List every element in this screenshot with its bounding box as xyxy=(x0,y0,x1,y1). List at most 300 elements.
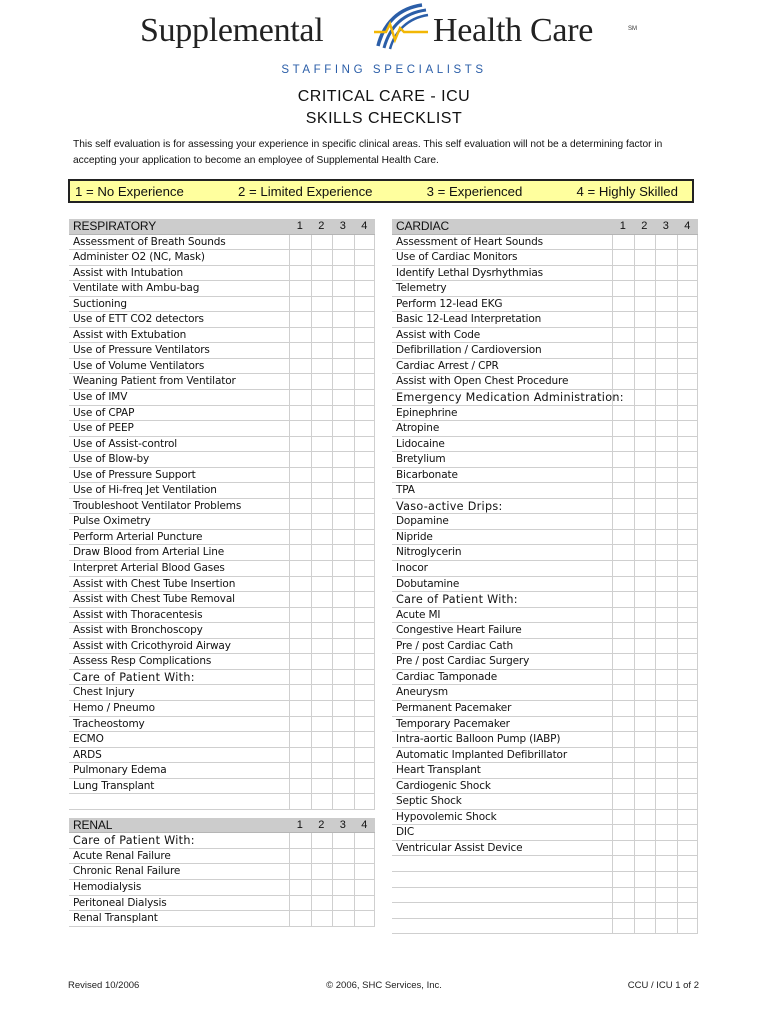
rating-cell-1[interactable] xyxy=(612,639,634,654)
rating-cell-1[interactable] xyxy=(612,359,634,374)
rating-cell-2[interactable] xyxy=(311,717,333,732)
rating-cell-4[interactable] xyxy=(677,685,699,700)
rating-cell-2[interactable] xyxy=(311,390,333,405)
rating-cell-3[interactable] xyxy=(655,499,677,514)
rating-cell-3[interactable] xyxy=(655,312,677,327)
rating-cell-4[interactable] xyxy=(354,833,376,848)
rating-cell-2[interactable] xyxy=(311,359,333,374)
rating-cell-1[interactable] xyxy=(612,903,634,918)
rating-cell-1[interactable] xyxy=(289,468,311,483)
rating-cell-3[interactable] xyxy=(332,266,354,281)
rating-cell-1[interactable] xyxy=(612,685,634,700)
rating-cell-3[interactable] xyxy=(332,483,354,498)
rating-cell-2[interactable] xyxy=(634,592,656,607)
rating-cell-1[interactable] xyxy=(289,390,311,405)
rating-cell-2[interactable] xyxy=(634,374,656,389)
rating-cell-4[interactable] xyxy=(354,406,376,421)
rating-cell-4[interactable] xyxy=(677,670,699,685)
rating-cell-3[interactable] xyxy=(655,701,677,716)
rating-cell-4[interactable] xyxy=(677,312,699,327)
rating-cell-4[interactable] xyxy=(677,810,699,825)
rating-cell-4[interactable] xyxy=(677,794,699,809)
rating-cell-4[interactable] xyxy=(677,266,699,281)
rating-cell-4[interactable] xyxy=(354,849,376,864)
rating-cell-1[interactable] xyxy=(289,763,311,778)
rating-cell-2[interactable] xyxy=(311,266,333,281)
rating-cell-3[interactable] xyxy=(332,499,354,514)
rating-cell-4[interactable] xyxy=(354,530,376,545)
rating-cell-4[interactable] xyxy=(354,343,376,358)
rating-cell-3[interactable] xyxy=(332,701,354,716)
rating-cell-2[interactable] xyxy=(634,483,656,498)
rating-cell-4[interactable] xyxy=(677,343,699,358)
rating-cell-2[interactable] xyxy=(634,468,656,483)
rating-cell-3[interactable] xyxy=(332,297,354,312)
rating-cell-3[interactable] xyxy=(655,561,677,576)
rating-cell-1[interactable] xyxy=(289,235,311,250)
rating-cell-1[interactable] xyxy=(289,343,311,358)
rating-cell-2[interactable] xyxy=(634,701,656,716)
rating-cell-4[interactable] xyxy=(354,670,376,685)
rating-cell-2[interactable] xyxy=(311,483,333,498)
rating-cell-3[interactable] xyxy=(332,530,354,545)
rating-cell-1[interactable] xyxy=(289,654,311,669)
rating-cell-3[interactable] xyxy=(332,592,354,607)
rating-cell-1[interactable] xyxy=(289,779,311,794)
rating-cell-1[interactable] xyxy=(612,452,634,467)
rating-cell-4[interactable] xyxy=(677,545,699,560)
rating-cell-4[interactable] xyxy=(354,561,376,576)
rating-cell-2[interactable] xyxy=(311,639,333,654)
rating-cell-1[interactable] xyxy=(612,390,634,405)
rating-cell-4[interactable] xyxy=(354,359,376,374)
rating-cell-3[interactable] xyxy=(332,833,354,848)
rating-cell-3[interactable] xyxy=(332,779,354,794)
rating-cell-3[interactable] xyxy=(332,514,354,529)
rating-cell-3[interactable] xyxy=(655,250,677,265)
rating-cell-2[interactable] xyxy=(634,297,656,312)
rating-cell-4[interactable] xyxy=(677,328,699,343)
rating-cell-2[interactable] xyxy=(311,654,333,669)
rating-cell-4[interactable] xyxy=(677,856,699,871)
rating-cell-1[interactable] xyxy=(612,825,634,840)
rating-cell-2[interactable] xyxy=(634,732,656,747)
rating-cell-2[interactable] xyxy=(634,452,656,467)
rating-cell-3[interactable] xyxy=(655,810,677,825)
rating-cell-1[interactable] xyxy=(289,514,311,529)
rating-cell-4[interactable] xyxy=(354,685,376,700)
rating-cell-3[interactable] xyxy=(655,545,677,560)
rating-cell-2[interactable] xyxy=(311,685,333,700)
rating-cell-4[interactable] xyxy=(354,452,376,467)
rating-cell-1[interactable] xyxy=(289,437,311,452)
rating-cell-2[interactable] xyxy=(634,281,656,296)
rating-cell-3[interactable] xyxy=(332,577,354,592)
rating-cell-4[interactable] xyxy=(354,483,376,498)
rating-cell-2[interactable] xyxy=(634,577,656,592)
rating-cell-4[interactable] xyxy=(354,437,376,452)
rating-cell-4[interactable] xyxy=(677,468,699,483)
rating-cell-1[interactable] xyxy=(612,779,634,794)
rating-cell-3[interactable] xyxy=(655,374,677,389)
rating-cell-2[interactable] xyxy=(311,833,333,848)
rating-cell-1[interactable] xyxy=(612,654,634,669)
rating-cell-4[interactable] xyxy=(677,561,699,576)
rating-cell-4[interactable] xyxy=(354,592,376,607)
rating-cell-3[interactable] xyxy=(332,468,354,483)
rating-cell-1[interactable] xyxy=(612,483,634,498)
rating-cell-4[interactable] xyxy=(677,483,699,498)
rating-cell-3[interactable] xyxy=(655,717,677,732)
rating-cell-4[interactable] xyxy=(677,250,699,265)
rating-cell-3[interactable] xyxy=(655,841,677,856)
rating-cell-2[interactable] xyxy=(311,577,333,592)
rating-cell-2[interactable] xyxy=(311,437,333,452)
rating-cell-4[interactable] xyxy=(354,608,376,623)
rating-cell-2[interactable] xyxy=(311,701,333,716)
rating-cell-3[interactable] xyxy=(332,748,354,763)
rating-cell-4[interactable] xyxy=(354,701,376,716)
rating-cell-3[interactable] xyxy=(332,896,354,911)
rating-cell-1[interactable] xyxy=(612,250,634,265)
rating-cell-1[interactable] xyxy=(612,530,634,545)
rating-cell-3[interactable] xyxy=(332,421,354,436)
rating-cell-3[interactable] xyxy=(332,374,354,389)
rating-cell-1[interactable] xyxy=(289,896,311,911)
rating-cell-1[interactable] xyxy=(612,235,634,250)
rating-cell-2[interactable] xyxy=(634,748,656,763)
rating-cell-4[interactable] xyxy=(354,896,376,911)
rating-cell-1[interactable] xyxy=(612,577,634,592)
rating-cell-1[interactable] xyxy=(289,833,311,848)
rating-cell-3[interactable] xyxy=(332,390,354,405)
rating-cell-3[interactable] xyxy=(655,608,677,623)
rating-cell-3[interactable] xyxy=(655,794,677,809)
rating-cell-2[interactable] xyxy=(311,779,333,794)
rating-cell-3[interactable] xyxy=(332,732,354,747)
rating-cell-1[interactable] xyxy=(612,468,634,483)
rating-cell-1[interactable] xyxy=(289,406,311,421)
rating-cell-4[interactable] xyxy=(354,911,376,926)
rating-cell-3[interactable] xyxy=(655,530,677,545)
rating-cell-1[interactable] xyxy=(612,297,634,312)
rating-cell-3[interactable] xyxy=(332,849,354,864)
rating-cell-1[interactable] xyxy=(289,911,311,926)
rating-cell-3[interactable] xyxy=(655,437,677,452)
rating-cell-3[interactable] xyxy=(655,779,677,794)
rating-cell-1[interactable] xyxy=(289,717,311,732)
rating-cell-4[interactable] xyxy=(677,390,699,405)
rating-cell-1[interactable] xyxy=(612,312,634,327)
rating-cell-3[interactable] xyxy=(332,717,354,732)
rating-cell-1[interactable] xyxy=(289,530,311,545)
rating-cell-2[interactable] xyxy=(311,499,333,514)
rating-cell-3[interactable] xyxy=(655,390,677,405)
rating-cell-4[interactable] xyxy=(677,732,699,747)
rating-cell-1[interactable] xyxy=(612,888,634,903)
rating-cell-2[interactable] xyxy=(634,530,656,545)
rating-cell-3[interactable] xyxy=(332,561,354,576)
rating-cell-4[interactable] xyxy=(354,577,376,592)
rating-cell-2[interactable] xyxy=(311,545,333,560)
rating-cell-2[interactable] xyxy=(311,623,333,638)
rating-cell-1[interactable] xyxy=(289,794,311,809)
rating-cell-2[interactable] xyxy=(311,748,333,763)
rating-cell-2[interactable] xyxy=(634,639,656,654)
rating-cell-4[interactable] xyxy=(677,623,699,638)
rating-cell-1[interactable] xyxy=(289,639,311,654)
rating-cell-2[interactable] xyxy=(634,903,656,918)
rating-cell-4[interactable] xyxy=(354,297,376,312)
rating-cell-3[interactable] xyxy=(332,763,354,778)
rating-cell-3[interactable] xyxy=(332,452,354,467)
rating-cell-1[interactable] xyxy=(289,421,311,436)
rating-cell-4[interactable] xyxy=(677,608,699,623)
rating-cell-4[interactable] xyxy=(677,514,699,529)
rating-cell-1[interactable] xyxy=(612,545,634,560)
rating-cell-2[interactable] xyxy=(634,359,656,374)
rating-cell-2[interactable] xyxy=(311,406,333,421)
rating-cell-1[interactable] xyxy=(612,421,634,436)
rating-cell-1[interactable] xyxy=(612,592,634,607)
rating-cell-2[interactable] xyxy=(634,312,656,327)
rating-cell-4[interactable] xyxy=(677,437,699,452)
rating-cell-2[interactable] xyxy=(634,670,656,685)
rating-cell-2[interactable] xyxy=(634,499,656,514)
rating-cell-2[interactable] xyxy=(634,545,656,560)
rating-cell-4[interactable] xyxy=(677,530,699,545)
rating-cell-2[interactable] xyxy=(311,250,333,265)
rating-cell-2[interactable] xyxy=(634,390,656,405)
rating-cell-2[interactable] xyxy=(311,911,333,926)
rating-cell-1[interactable] xyxy=(289,880,311,895)
rating-cell-2[interactable] xyxy=(311,514,333,529)
rating-cell-1[interactable] xyxy=(289,545,311,560)
rating-cell-1[interactable] xyxy=(289,864,311,879)
rating-cell-1[interactable] xyxy=(612,266,634,281)
rating-cell-3[interactable] xyxy=(655,639,677,654)
rating-cell-1[interactable] xyxy=(612,281,634,296)
rating-cell-2[interactable] xyxy=(311,297,333,312)
rating-cell-3[interactable] xyxy=(655,452,677,467)
rating-cell-3[interactable] xyxy=(655,623,677,638)
rating-cell-1[interactable] xyxy=(289,266,311,281)
rating-cell-1[interactable] xyxy=(289,297,311,312)
rating-cell-3[interactable] xyxy=(655,763,677,778)
rating-cell-3[interactable] xyxy=(332,250,354,265)
rating-cell-2[interactable] xyxy=(634,328,656,343)
rating-cell-2[interactable] xyxy=(311,794,333,809)
rating-cell-1[interactable] xyxy=(612,343,634,358)
rating-cell-4[interactable] xyxy=(354,374,376,389)
rating-cell-3[interactable] xyxy=(332,794,354,809)
rating-cell-1[interactable] xyxy=(612,919,634,934)
rating-cell-3[interactable] xyxy=(655,297,677,312)
rating-cell-1[interactable] xyxy=(289,561,311,576)
rating-cell-1[interactable] xyxy=(612,608,634,623)
rating-cell-4[interactable] xyxy=(677,235,699,250)
rating-cell-4[interactable] xyxy=(354,390,376,405)
rating-cell-1[interactable] xyxy=(612,406,634,421)
rating-cell-3[interactable] xyxy=(655,670,677,685)
rating-cell-4[interactable] xyxy=(354,421,376,436)
rating-cell-4[interactable] xyxy=(677,577,699,592)
rating-cell-3[interactable] xyxy=(332,235,354,250)
rating-cell-4[interactable] xyxy=(354,281,376,296)
rating-cell-2[interactable] xyxy=(311,281,333,296)
rating-cell-2[interactable] xyxy=(634,421,656,436)
rating-cell-3[interactable] xyxy=(332,343,354,358)
rating-cell-1[interactable] xyxy=(289,577,311,592)
rating-cell-1[interactable] xyxy=(612,872,634,887)
rating-cell-3[interactable] xyxy=(655,685,677,700)
rating-cell-4[interactable] xyxy=(354,639,376,654)
rating-cell-4[interactable] xyxy=(677,592,699,607)
rating-cell-3[interactable] xyxy=(655,359,677,374)
rating-cell-3[interactable] xyxy=(655,343,677,358)
rating-cell-3[interactable] xyxy=(332,911,354,926)
rating-cell-2[interactable] xyxy=(311,452,333,467)
rating-cell-4[interactable] xyxy=(677,888,699,903)
rating-cell-4[interactable] xyxy=(677,297,699,312)
rating-cell-2[interactable] xyxy=(311,670,333,685)
rating-cell-2[interactable] xyxy=(311,880,333,895)
rating-cell-4[interactable] xyxy=(354,250,376,265)
rating-cell-2[interactable] xyxy=(634,856,656,871)
rating-cell-2[interactable] xyxy=(634,514,656,529)
rating-cell-4[interactable] xyxy=(677,421,699,436)
rating-cell-2[interactable] xyxy=(634,763,656,778)
rating-cell-3[interactable] xyxy=(332,359,354,374)
rating-cell-2[interactable] xyxy=(634,561,656,576)
rating-cell-1[interactable] xyxy=(289,452,311,467)
rating-cell-4[interactable] xyxy=(354,235,376,250)
rating-cell-3[interactable] xyxy=(655,266,677,281)
rating-cell-1[interactable] xyxy=(289,849,311,864)
rating-cell-4[interactable] xyxy=(354,266,376,281)
rating-cell-2[interactable] xyxy=(311,849,333,864)
rating-cell-1[interactable] xyxy=(289,608,311,623)
rating-cell-1[interactable] xyxy=(289,748,311,763)
rating-cell-1[interactable] xyxy=(289,374,311,389)
rating-cell-1[interactable] xyxy=(612,374,634,389)
rating-cell-4[interactable] xyxy=(677,779,699,794)
rating-cell-1[interactable] xyxy=(289,499,311,514)
rating-cell-1[interactable] xyxy=(289,732,311,747)
rating-cell-3[interactable] xyxy=(332,864,354,879)
rating-cell-3[interactable] xyxy=(655,825,677,840)
rating-cell-2[interactable] xyxy=(311,896,333,911)
rating-cell-4[interactable] xyxy=(677,701,699,716)
rating-cell-2[interactable] xyxy=(634,437,656,452)
rating-cell-1[interactable] xyxy=(289,359,311,374)
rating-cell-3[interactable] xyxy=(332,328,354,343)
rating-cell-4[interactable] xyxy=(677,763,699,778)
rating-cell-4[interactable] xyxy=(354,717,376,732)
rating-cell-1[interactable] xyxy=(289,281,311,296)
rating-cell-3[interactable] xyxy=(332,654,354,669)
rating-cell-2[interactable] xyxy=(311,235,333,250)
rating-cell-3[interactable] xyxy=(655,406,677,421)
rating-cell-4[interactable] xyxy=(354,880,376,895)
rating-cell-4[interactable] xyxy=(354,312,376,327)
rating-cell-1[interactable] xyxy=(612,623,634,638)
rating-cell-4[interactable] xyxy=(677,872,699,887)
rating-cell-2[interactable] xyxy=(634,825,656,840)
rating-cell-4[interactable] xyxy=(354,654,376,669)
rating-cell-2[interactable] xyxy=(634,266,656,281)
rating-cell-1[interactable] xyxy=(612,561,634,576)
rating-cell-3[interactable] xyxy=(655,919,677,934)
rating-cell-1[interactable] xyxy=(289,483,311,498)
rating-cell-1[interactable] xyxy=(289,623,311,638)
rating-cell-2[interactable] xyxy=(634,608,656,623)
rating-cell-4[interactable] xyxy=(677,359,699,374)
rating-cell-4[interactable] xyxy=(677,639,699,654)
rating-cell-3[interactable] xyxy=(332,281,354,296)
rating-cell-4[interactable] xyxy=(354,864,376,879)
rating-cell-1[interactable] xyxy=(612,763,634,778)
rating-cell-3[interactable] xyxy=(655,328,677,343)
rating-cell-2[interactable] xyxy=(311,592,333,607)
rating-cell-1[interactable] xyxy=(289,685,311,700)
rating-cell-3[interactable] xyxy=(655,235,677,250)
rating-cell-4[interactable] xyxy=(354,328,376,343)
rating-cell-3[interactable] xyxy=(655,421,677,436)
rating-cell-3[interactable] xyxy=(332,406,354,421)
rating-cell-4[interactable] xyxy=(354,468,376,483)
rating-cell-2[interactable] xyxy=(634,406,656,421)
rating-cell-4[interactable] xyxy=(677,717,699,732)
rating-cell-1[interactable] xyxy=(612,732,634,747)
rating-cell-3[interactable] xyxy=(655,592,677,607)
rating-cell-2[interactable] xyxy=(311,608,333,623)
rating-cell-2[interactable] xyxy=(311,343,333,358)
rating-cell-2[interactable] xyxy=(311,312,333,327)
rating-cell-2[interactable] xyxy=(634,235,656,250)
rating-cell-2[interactable] xyxy=(311,763,333,778)
rating-cell-2[interactable] xyxy=(634,654,656,669)
rating-cell-1[interactable] xyxy=(289,250,311,265)
rating-cell-3[interactable] xyxy=(655,748,677,763)
rating-cell-2[interactable] xyxy=(311,561,333,576)
rating-cell-2[interactable] xyxy=(634,623,656,638)
rating-cell-1[interactable] xyxy=(289,312,311,327)
rating-cell-3[interactable] xyxy=(332,639,354,654)
rating-cell-3[interactable] xyxy=(332,880,354,895)
rating-cell-4[interactable] xyxy=(354,514,376,529)
rating-cell-2[interactable] xyxy=(311,374,333,389)
rating-cell-3[interactable] xyxy=(655,732,677,747)
rating-cell-2[interactable] xyxy=(634,717,656,732)
rating-cell-3[interactable] xyxy=(332,437,354,452)
rating-cell-4[interactable] xyxy=(677,654,699,669)
rating-cell-4[interactable] xyxy=(677,903,699,918)
rating-cell-3[interactable] xyxy=(332,545,354,560)
rating-cell-2[interactable] xyxy=(634,919,656,934)
rating-cell-2[interactable] xyxy=(311,530,333,545)
rating-cell-1[interactable] xyxy=(289,328,311,343)
rating-cell-2[interactable] xyxy=(311,468,333,483)
rating-cell-1[interactable] xyxy=(612,514,634,529)
rating-cell-4[interactable] xyxy=(354,732,376,747)
rating-cell-1[interactable] xyxy=(612,810,634,825)
rating-cell-4[interactable] xyxy=(354,779,376,794)
rating-cell-2[interactable] xyxy=(634,779,656,794)
rating-cell-3[interactable] xyxy=(655,654,677,669)
rating-cell-3[interactable] xyxy=(655,468,677,483)
rating-cell-3[interactable] xyxy=(332,608,354,623)
